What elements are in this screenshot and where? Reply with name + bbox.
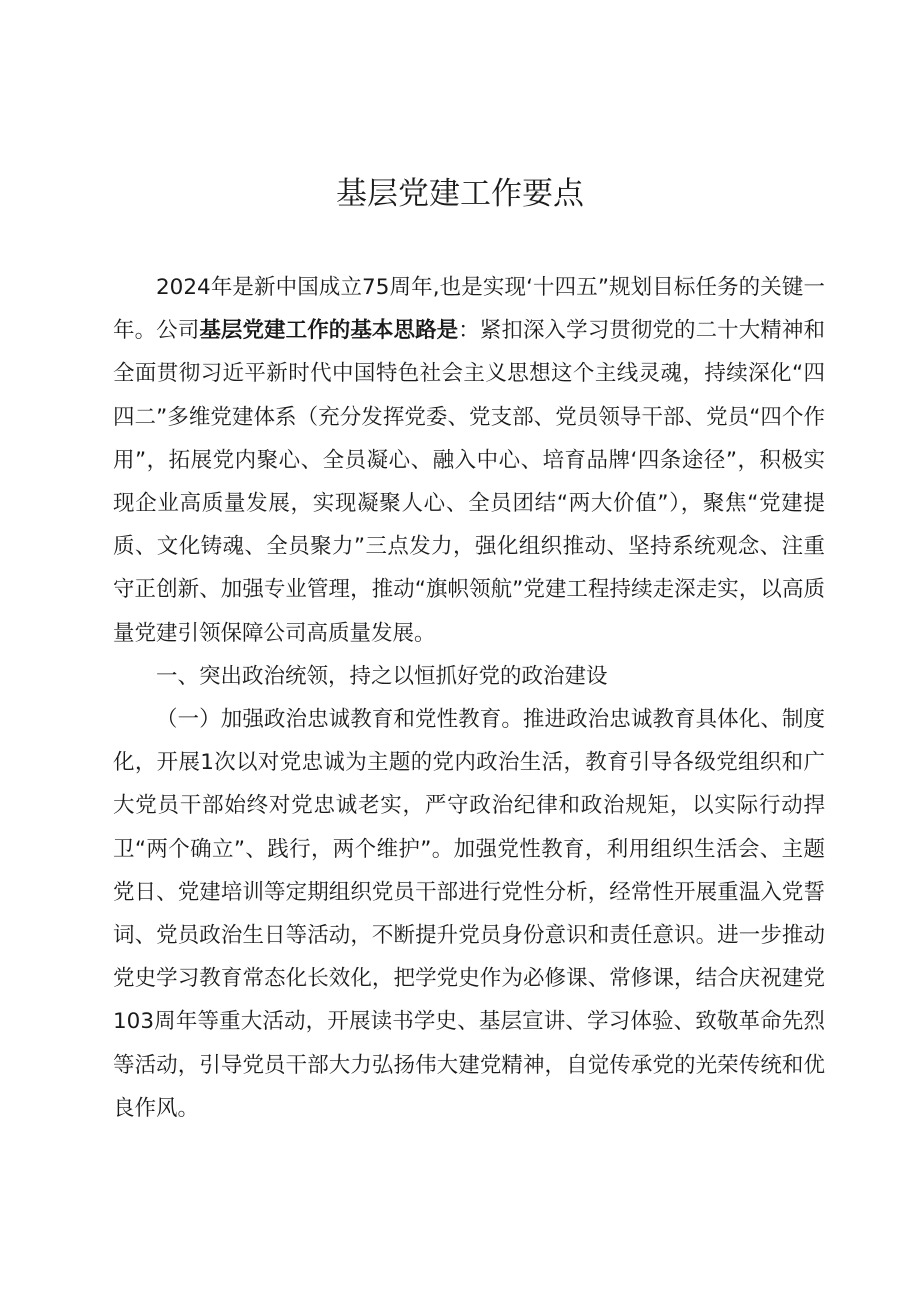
intro-text-rest: ：紧扣深入学习贯彻党的二十大精神和全面贯彻习近平新时代中国特色社会主义思想这个主线灵魂，持续深化“四四二”多维党建体系（充分发挥党委、党支部、党员领导干部、党员“四个作用”，拓展党内聚心、全员凝心、融入中心、培育品牌‘四条途径”，积极实现企业高质量发展，实现凝聚人心、全员团结“两大价值”），聚焦“党建提质、文化铸魂、全员聚力”三点发力，强化组织推动、坚持系统观念、注重守正创新、加强专业管理，推动“旗帜领航”党建工程持续走深走实，以高质量党建引领保障公司高质量发展。 [113,318,825,646]
intro-text-start: 2024年是新中国成立75周年,也是实现‘十四五”规划目标任务的关键一年。公司 [113,275,825,344]
intro-paragraph [113,266,825,655]
document-body [113,266,825,1130]
section-1-item-1: （一）加强政治忠诚教育和党性教育。推进政治忠诚教育具体化、制度化，开展1次以对党忠诚为主题的党内政治生活，教育引导各级党组织和广大党员干部始终对党忠诚老实，严守政治纪律和政治规矩，以实际行动捍卫“两个确立”、践行，两个维护”。加强党性教育，利用组织生活会、主题党日、党建培训等定期组织党员干部进行党性分析，经常性开展重温入党誓词、党员政治生日等活动，不断提升党员身份意识和责任意识。进一步推动党史学习教育常态化长效化，把学党史作为必修课、常修课，结合庆祝建党103周年等重大活动，开展读书学史、基层宣讲、学习体验、致敬革命先烈等活动，引导党员干部大力弘扬伟大建党精神，自觉传承党的光荣传统和优良作风。 [113,707,825,1121]
document-title: 基层党建工作要点 [336,176,584,212]
section-1-heading: 一、突出政治统领，持之以恒抓好党的政治建设 [156,663,608,689]
intro-bold-phrase: 基层党建工作的基本思路是 [199,318,459,344]
